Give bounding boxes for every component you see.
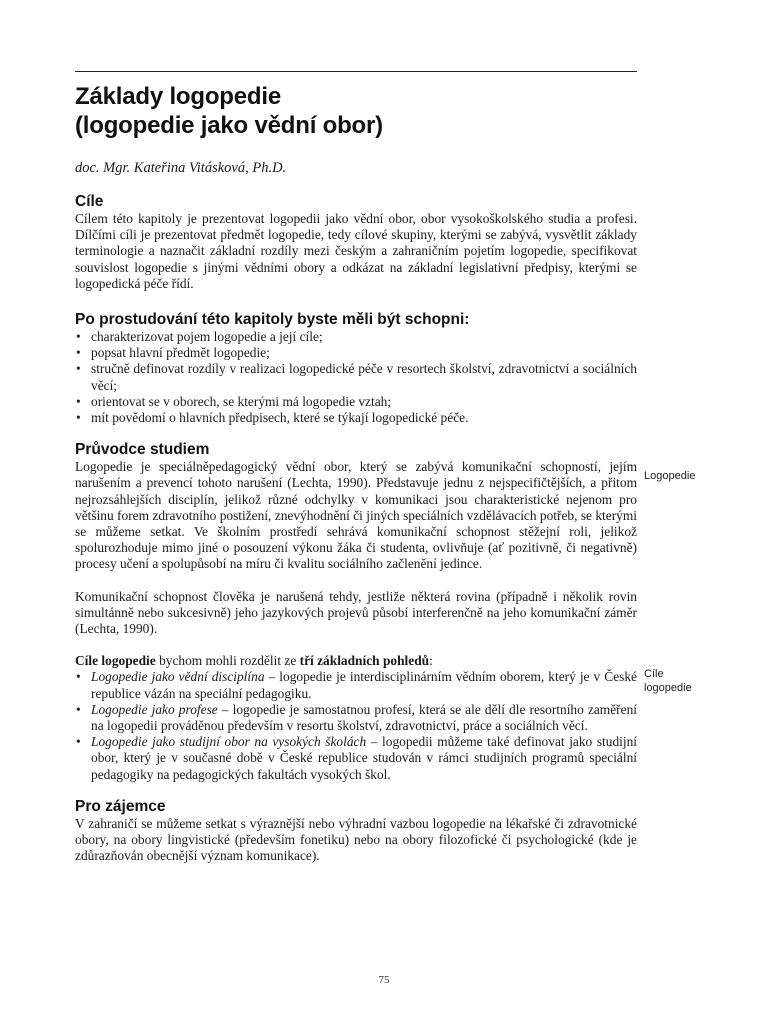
goals-heading: Cíle bbox=[75, 193, 104, 210]
study-guide-heading: Průvodce studiem bbox=[75, 441, 210, 459]
after-study-list bbox=[75, 329, 637, 426]
list-item: • orientovat se v oborech, se kterými má logopedie vztah; bbox=[75, 394, 637, 410]
study-guide-paragraph-2: Komunikační schopnost člověka je narušená tehdy, jestliže některá rovina (případně i několik rovin simultánně nebo sukcesivně) jeho jazykových projevů působí interferenčně na jeho komunikační záměr (Lechta, 1990). bbox=[75, 588, 637, 637]
after-study-heading: Po prostudování této kapitoly byste měli být schopni: bbox=[75, 311, 470, 329]
list-item: • stručně definovat rozdíly v realizaci logopedické péče v resortech školství, zdravotnictví a sociálních věcí; bbox=[75, 361, 637, 393]
list-item: • Logopedie jako studijní obor na vysokých školách – logopedii můžeme také definovat jako studijní obor, který je v současné době v České republice studován v rámci studijních programů speciální pedagogiky na pedagogických fakultách vysokých škol. bbox=[75, 734, 637, 783]
goals-text: Cílem této kapitoly je prezentovat logopedii jako vědní obor, obor vysokoškolského studia a profesi. Dílčími cíli je prezentovat předmět logopedie, tedy cílové skupiny, kterými se zabývá, vysvětlit základy terminologie a naznačit základní rozdíly mezi českým a zahraničním pojetím logopedie, specifikovat souvislost logopedie s jinými vědními obory a odkázat na základní legislativní předpisy, kterými se logopedická péče řídí. bbox=[75, 211, 637, 291]
goals-section bbox=[75, 192, 637, 292]
three-views-term: tří základních pohledů bbox=[299, 653, 430, 669]
for-interested-section bbox=[75, 797, 637, 865]
study-guide-paragraph-1: Logopedie je speciálněpedagogický vědní obor, který se zabývá komunikační schopností, jejím narušením a prevencí tohoto narušení (Lechta, 1990). Představuje jednu z nejspecifičtějších, a přitom nejrozsáhlejších disciplín, jelikož různé odchylky v komunikaci jsou charakteristické nejenom pro většinu forem zdravotního postižení, znevýhodnění či jiných speciálních vzdělávacích potřeb, se kterými se můžeme setkat. Ve školním prostředí sehrává komunikační schopnost stěžejní roli, jelikož spolurozhoduje mimo jiné o posouzení výkonu žáka či studenta, ovlivňuje (ať pozitivně, či negativně) procesy učení a spolupůsobí na míru či kvalitu sociálního začlenění jedince. bbox=[75, 459, 637, 572]
goals-of-logopedics-term: Cíle logopedie bbox=[75, 653, 156, 669]
list-item: • mít povědomí o hlavních předpisech, které se týkají logopedické péče. bbox=[75, 410, 637, 426]
page-number: 75 bbox=[378, 974, 390, 986]
margin-note-logopedie: Logopedie bbox=[644, 470, 696, 482]
study-guide-section bbox=[75, 440, 637, 783]
page-content bbox=[75, 82, 637, 865]
top-rule bbox=[75, 71, 637, 72]
author: doc. Mgr. Kateřina Vitásková, Ph.D. bbox=[75, 160, 287, 176]
title-line-1: Základy logopedie bbox=[75, 83, 281, 110]
list-item: • Logopedie jako profese – logopedie je samostatnou profesí, která se ale dělí dle resortního zaměření na logopedii prováděnou především v resortu školství, zdravotnictví, práce a sociálních věcí. bbox=[75, 702, 637, 734]
list-item: • popsat hlavní předmět logopedie; bbox=[75, 345, 637, 361]
list-item: • charakterizovat pojem logopedie a její cíle; bbox=[75, 329, 637, 345]
list-item: • Logopedie jako vědní disciplína – logopedie je interdisciplinárním vědním oborem, který je v České republice vázán na speciální pedagogiku. bbox=[75, 669, 637, 701]
title-line-2: (logopedie jako vědní obor) bbox=[75, 112, 383, 139]
study-guide-paragraph-3: Cíle logopedie bychom mohli rozdělit ze tří základních pohledů: bbox=[75, 653, 433, 669]
after-study-section bbox=[75, 310, 637, 426]
for-interested-heading: Pro zájemce bbox=[75, 797, 166, 815]
for-interested-text: V zahraničí se můžeme setkat s výraznější nebo výhradní vazbou logopedie na lékařské či zdravotnické obory, na obory lingvistické (především fonetiku) nebo na obory filozofické či psychologické (kde je zdůrazňován obecnější význam komunikace). bbox=[75, 815, 637, 864]
margin-note-goals: Cíle logopedie bbox=[644, 668, 692, 694]
views-list bbox=[75, 669, 637, 782]
chapter-title bbox=[75, 82, 637, 140]
